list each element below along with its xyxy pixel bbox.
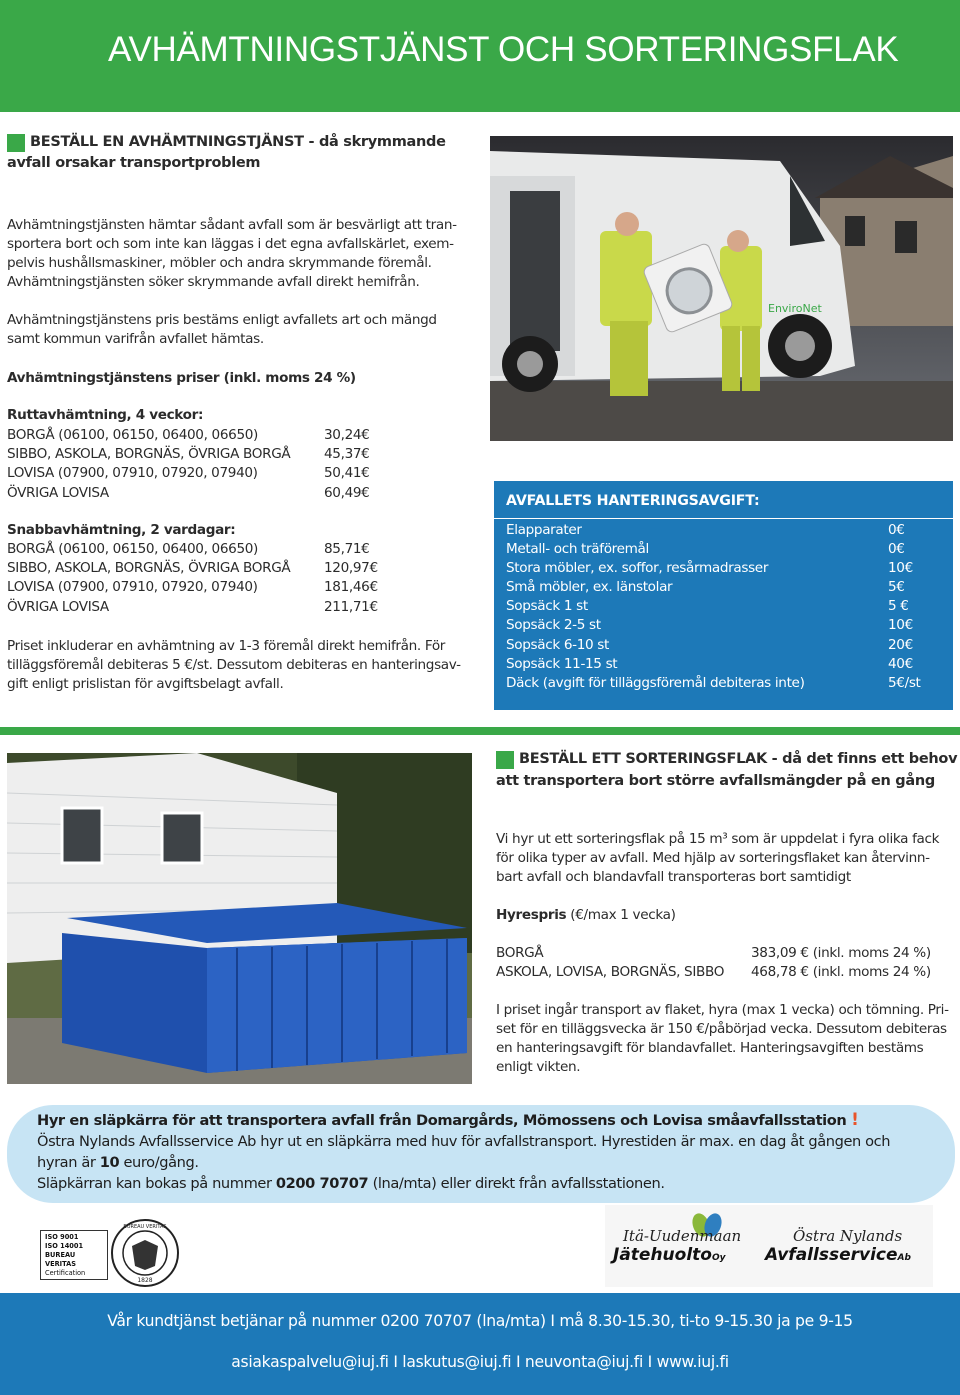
pickup-heading-line1: BESTÄLL EN AVHÄMTNINGSTJÄNST - då skrymmande bbox=[30, 134, 446, 150]
prices-heading: Avhämtningstjänstens priser (inkl. moms 24 %) bbox=[7, 370, 356, 386]
table-cell-price: 181,46€ bbox=[324, 579, 378, 596]
trailer-line3 bbox=[37, 1173, 665, 1194]
logo-swedish-top: Östra Nylands bbox=[793, 1227, 903, 1245]
certification-box bbox=[40, 1230, 108, 1280]
bureau-veritas-seal-icon bbox=[110, 1218, 180, 1288]
container-intro-line: för olika typer av avfall. Med hjälp av sorteringsflaket kan återvinn- bbox=[496, 850, 930, 866]
page-title: AVHÄMTNINGSTJÄNST OCH SORTERINGSFLAK bbox=[108, 30, 899, 69]
rent-unit: (€/max 1 vecka) bbox=[566, 907, 676, 923]
table-cell-area: BORGÅ (06100, 06150, 06400, 06650) bbox=[7, 541, 258, 557]
rent-area: BORGÅ bbox=[496, 945, 544, 961]
fee-item: Stora möbler, ex. soffor, resårmadrasser bbox=[506, 560, 769, 577]
trailer-heading-text: Hyr en släpkärra för att transportera avfall från Domargårds, Mömossens och Lovisa småavfallsstation bbox=[37, 1112, 847, 1129]
exclamation-mark: ! bbox=[851, 1110, 859, 1130]
footer bbox=[0, 1293, 960, 1395]
fee-price: 5€ bbox=[888, 579, 905, 596]
contact-links[interactable]: asiakaspalvelu@iuj.fi I laskutus@iuj.fi I neuvonta@iuj.fi I www.iuj.fi bbox=[231, 1353, 729, 1371]
table-cell-area: LOVISA (07900, 07910, 07920, 07940) bbox=[7, 465, 258, 482]
logo-finnish-suffix: Oy bbox=[711, 1253, 726, 1263]
trailer-line2 bbox=[37, 1152, 199, 1173]
pickup-note-line: gift enligt prislistan för avgiftsbelagt avfall. bbox=[7, 676, 284, 692]
green-bullet-icon bbox=[7, 134, 25, 152]
rent-label: Hyrespris bbox=[496, 907, 567, 923]
customer-service-hours: Vår kundtjänst betjänar på nummer 0200 70707 (lna/mta) I må 8.30-15.30, ti-to 9-15.30 ja pe 9-15 bbox=[107, 1312, 853, 1330]
trailer-line2-pre: hyran är bbox=[37, 1154, 100, 1171]
pickup-intro-line: pelvis hushållsmaskiner, möbler och andra skrymmande föremål. bbox=[7, 255, 432, 271]
routine-price-table bbox=[7, 426, 404, 503]
table-cell-price: 45,37€ bbox=[324, 446, 370, 463]
pickup-heading-line2: avfall orsakar transportproblem bbox=[7, 155, 261, 171]
logo-finnish-top: Itä-Uudenmaan bbox=[623, 1227, 742, 1245]
fee-box bbox=[494, 481, 953, 710]
logo-swedish-name: Avfallsservice bbox=[765, 1245, 898, 1265]
express-heading: Snabbavhämtning, 2 vardagar: bbox=[7, 522, 236, 538]
fee-item: Sopsäck 2-5 st bbox=[506, 617, 601, 634]
pickup-note-line: tilläggsföremål debiteras 5 €/st. Dessutom debiteras en hanteringsav- bbox=[7, 657, 461, 673]
title-banner bbox=[0, 0, 960, 112]
price-info-line: samt kommun varifrån avfallet hämtas. bbox=[7, 331, 264, 347]
fee-item: Sopsäck 11-15 st bbox=[506, 655, 618, 672]
container-intro-line: bart avfall och blandavfall transporteras bort samtidigt bbox=[496, 869, 851, 885]
van-logo-text: EnviroNet bbox=[768, 302, 822, 315]
table-cell-area: ÖVRIGA LOVISA bbox=[7, 484, 109, 501]
logo-swedish-bottom bbox=[765, 1245, 911, 1265]
container-note-line: set för en tilläggsvecka är 150 €/påbörjad vecka. Dessutom debiteras bbox=[496, 1021, 947, 1037]
container-heading-line2: att transportera bort större avfallsmängder på en gång bbox=[496, 773, 935, 789]
company-logo bbox=[605, 1205, 933, 1287]
pickup-intro-line: Avhämtningstjänsten söker skrymmande avfall direkt hemifrån. bbox=[7, 274, 420, 290]
trailer-heading bbox=[37, 1110, 858, 1131]
fee-item: Små möbler, ex. länstolar bbox=[506, 579, 673, 596]
table-cell-area: LOVISA (07900, 07910, 07920, 07940) bbox=[7, 579, 258, 596]
container-note-line: I priset ingår transport av flaket, hyra (max 1 vecka) och tömning. Pri- bbox=[496, 1002, 949, 1018]
fee-price: 20€ bbox=[888, 636, 913, 653]
fee-price: 0€ bbox=[888, 522, 905, 538]
pickup-note bbox=[7, 637, 461, 694]
rent-heading bbox=[496, 906, 676, 925]
fee-item: Däck (avgift för tilläggsföremål debiteras inte) bbox=[506, 674, 805, 691]
container-note-line: en hanteringsavgift för blandavfallet. Hanteringsavgiften bestäms bbox=[496, 1040, 924, 1056]
logo-finnish-name: Jätehuolto bbox=[613, 1245, 712, 1265]
fee-price: 10€ bbox=[888, 560, 913, 577]
container-photo bbox=[7, 753, 472, 1084]
pickup-intro-line: sportera bort och som inte kan läggas i det egna avfallskärlet, exem- bbox=[7, 236, 454, 252]
table-cell-price: 60,49€ bbox=[324, 484, 370, 501]
rent-price: 383,09 € (inkl. moms 24 %) bbox=[751, 945, 931, 961]
cert-line: ISO 9001 bbox=[45, 1233, 79, 1241]
fee-item: Metall- och träföremål bbox=[506, 541, 649, 558]
pickup-intro bbox=[7, 216, 457, 292]
table-cell-price: 50,41€ bbox=[324, 465, 370, 482]
express-price-table bbox=[7, 540, 404, 617]
container-note bbox=[496, 1001, 949, 1077]
fee-price: 5 € bbox=[888, 598, 909, 615]
fee-price: 10€ bbox=[888, 617, 913, 634]
fee-price: 0€ bbox=[888, 541, 905, 558]
pickup-intro-line: Avhämtningstjänsten hämtar sådant avfall som är besvärligt att tran- bbox=[7, 217, 457, 233]
cert-line: Certification bbox=[45, 1269, 86, 1277]
van-photo bbox=[490, 136, 953, 441]
trailer-info-band bbox=[7, 1105, 955, 1203]
table-cell-price: 85,71€ bbox=[324, 541, 370, 557]
table-cell-area: BORGÅ (06100, 06150, 06400, 06650) bbox=[7, 427, 258, 443]
rent-price: 468,78 € (inkl. moms 24 %) bbox=[751, 964, 931, 981]
pickup-note-line: Priset inkluderar en avhämtning av 1-3 föremål direkt hemifrån. För bbox=[7, 638, 446, 654]
logo-finnish-bottom bbox=[613, 1245, 726, 1265]
table-cell-price: 120,97€ bbox=[324, 560, 378, 577]
table-cell-area: SIBBO, ASKOLA, BORGNÄS, ÖVRIGA BORGÅ bbox=[7, 560, 291, 577]
fee-item: Elapparater bbox=[506, 522, 582, 538]
table-cell-price: 211,71€ bbox=[324, 598, 378, 615]
cert-line: BUREAU VERITAS bbox=[45, 1251, 76, 1268]
fee-divider bbox=[494, 518, 953, 519]
fee-title: AVFALLETS HANTERINGSAVGIFT: bbox=[506, 493, 760, 509]
rent-area: ASKOLA, LOVISA, BORGNÄS, SIBBO bbox=[496, 964, 725, 981]
price-info-line: Avhämtningstjänstens pris bestäms enligt avfallets art och mängd bbox=[7, 312, 437, 328]
seal-ring-text: BUREAU VERITAS bbox=[123, 1224, 167, 1230]
fee-table bbox=[506, 521, 948, 693]
green-bullet-icon bbox=[496, 751, 514, 769]
table-cell-area: ÖVRIGA LOVISA bbox=[7, 598, 109, 615]
trailer-line2-bold: 10 bbox=[99, 1154, 120, 1171]
pickup-price-info bbox=[7, 311, 437, 349]
container-intro-line: Vi hyr ut ett sorteringsflak på 15 m³ som är uppdelat i fyra olika fack bbox=[496, 831, 940, 847]
trailer-phone: 0200 70707 bbox=[275, 1175, 369, 1192]
fee-price: 40€ bbox=[888, 655, 913, 672]
container-note-line: enligt vikten. bbox=[496, 1059, 581, 1075]
trailer-line3-pre: Släpkärran kan bokas på nummer bbox=[37, 1175, 276, 1192]
trailer-line3-post: (lna/mta) eller direkt från avfallsstationen. bbox=[368, 1175, 665, 1192]
table-cell-price: 30,24€ bbox=[324, 427, 370, 443]
trailer-line1: Östra Nylands Avfallsservice Ab hyr ut en släpkärra med huv för avfallstransport. Hyrestiden är max. en dag åt gången och bbox=[37, 1133, 891, 1150]
section-divider bbox=[0, 727, 960, 735]
seal-year: 1828 bbox=[137, 1277, 153, 1284]
rent-table bbox=[496, 944, 951, 982]
cert-line: ISO 14001 bbox=[45, 1242, 84, 1250]
fee-item: Sopsäck 6-10 st bbox=[506, 636, 609, 653]
routine-heading: Ruttavhämtning, 4 veckor: bbox=[7, 407, 204, 423]
table-cell-area: SIBBO, ASKOLA, BORGNÄS, ÖVRIGA BORGÅ bbox=[7, 446, 291, 463]
container-intro bbox=[496, 830, 939, 887]
trailer-line2-post: euro/gång. bbox=[119, 1154, 199, 1171]
fee-price: 5€/st bbox=[888, 674, 921, 691]
fee-item: Sopsäck 1 st bbox=[506, 598, 588, 615]
certification-logo bbox=[40, 1218, 180, 1288]
logo-swedish-suffix: Ab bbox=[897, 1253, 911, 1263]
container-heading-line1: BESTÄLL ETT SORTERINGSFLAK - då det finns ett behov bbox=[519, 751, 958, 767]
